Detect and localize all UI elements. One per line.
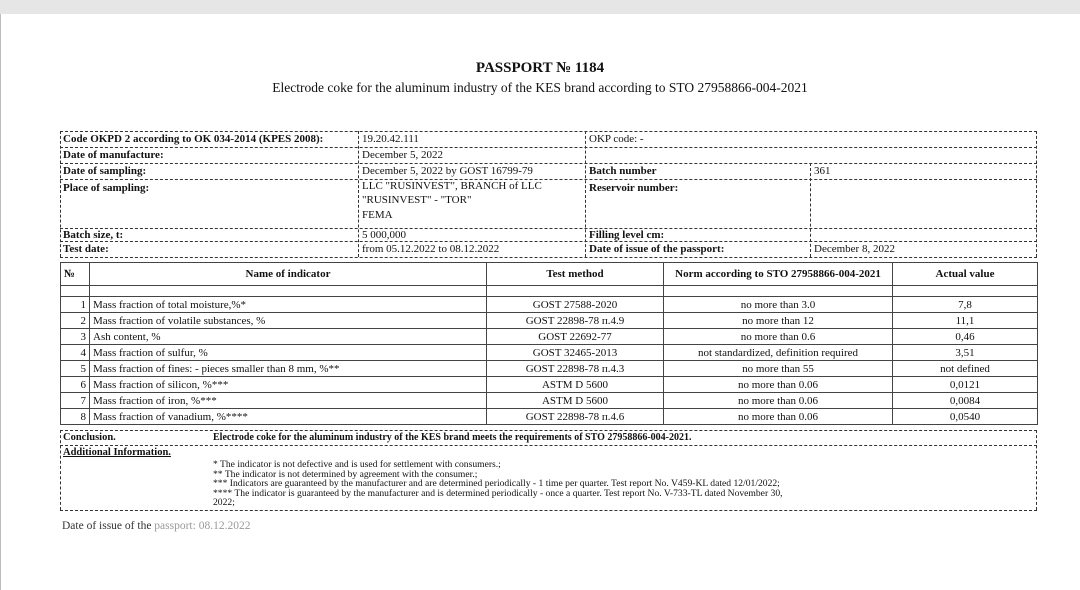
test-method: GOST 22898-78 п.4.9: [487, 313, 664, 329]
divider: [60, 257, 1037, 258]
filling-level-label: Filling level cm:: [589, 229, 665, 241]
norm: no more than 12: [664, 313, 893, 329]
footnote: *** Indicators are guaranteed by the manufacturer and are determined periodically - 1 time per quarter. Test report No. V459-KL dated 12/01/2022;: [213, 478, 780, 490]
actual-value: 0,0540: [893, 409, 1038, 425]
okp-code: OKP code: -: [589, 133, 644, 145]
column-header-norm: Norm according to STO 27958866-004-2021: [664, 263, 893, 286]
column-header-method: Test method: [487, 263, 664, 286]
footnote: * The indicator is not defective and is used for settlement with consumers.;: [213, 459, 501, 470]
test-date-value: from 05.12.2022 to 08.12.2022: [362, 243, 500, 255]
sampling-value: December 5, 2022 by GOST 16799-79: [362, 165, 533, 177]
issue-date-value: December 8, 2022: [814, 243, 895, 255]
table-row: [61, 313, 1038, 329]
test-method: GOST 22898-78 п.4.6: [487, 409, 664, 425]
batch-number-value: 361: [814, 165, 831, 177]
row-number: 4: [61, 345, 90, 361]
indicator-name: Mass fraction of iron, %***: [90, 393, 487, 409]
norm: no more than 0.6: [664, 329, 893, 345]
batch-number-label: Batch number: [589, 165, 657, 177]
place-value-line2: "RUSINVEST" - "TOR": [362, 194, 472, 206]
actual-value: 0,0121: [893, 377, 1038, 393]
divider: [60, 430, 61, 510]
divider: [60, 131, 61, 257]
norm: no more than 0.06: [664, 377, 893, 393]
footer-label-faint: passport:: [154, 520, 196, 532]
indicator-name: Mass fraction of fines: - pieces smaller than 8 mm, %**: [90, 361, 487, 377]
test-method: GOST 22898-78 п.4.3: [487, 361, 664, 377]
norm: no more than 0.06: [664, 393, 893, 409]
table-row: [61, 361, 1038, 377]
footer-label: Date of issue of the: [62, 520, 155, 532]
table-row: [61, 297, 1038, 313]
divider: [60, 228, 1037, 229]
divider: [60, 445, 1037, 446]
issue-date-footer: [62, 520, 250, 532]
footer-date: 08.12.2022: [198, 520, 251, 532]
indicator-name: Mass fraction of sulfur, %: [90, 345, 487, 361]
divider: [60, 179, 1037, 180]
norm: not standardized, definition required: [664, 345, 893, 361]
footnote: 2022;: [213, 497, 235, 509]
table-row: [61, 377, 1038, 393]
divider: [60, 147, 1037, 148]
test-method: ASTM D 5600: [487, 393, 664, 409]
row-number: 7: [61, 393, 90, 409]
footnote: **** The indicator is guaranteed by the manufacturer and is determined periodically - once a quarter. Test report No. V-733-TL dated November 30,: [213, 487, 783, 499]
conclusion-label: Conclusion.: [63, 432, 116, 443]
place-value-line1: LLC "RUSINVEST", BRANCH of LLC: [362, 180, 542, 192]
norm: no more than 0.06: [664, 409, 893, 425]
batch-size-label: Batch size, t:: [63, 229, 124, 241]
row-number: 1: [61, 297, 90, 313]
row-number: 2: [61, 313, 90, 329]
okpd-label: Code OKPD 2 according to OK 034-2014 (KPES 2008):: [63, 133, 324, 145]
additional-info-label: Additional Information.: [63, 447, 171, 458]
test-method: GOST 22692-77: [487, 329, 664, 345]
page-edge: [0, 14, 1, 590]
sampling-label: Date of sampling:: [63, 165, 147, 177]
actual-value: 3,51: [893, 345, 1038, 361]
divider: [60, 430, 1037, 431]
okpd-value: 19.20.42.111: [362, 133, 419, 145]
actual-value: 7,8: [893, 297, 1038, 313]
manufacture-label: Date of manufacture:: [63, 149, 164, 161]
issue-date-label: Date of issue of the passport:: [589, 243, 725, 255]
manufacture-value: December 5, 2022: [362, 149, 443, 161]
indicator-name: Mass fraction of silicon, %***: [90, 377, 487, 393]
test-method: GOST 27588-2020: [487, 297, 664, 313]
actual-value: 0,46: [893, 329, 1038, 345]
footnotes: [213, 460, 783, 508]
divider: [810, 163, 811, 257]
divider: [585, 131, 586, 257]
divider: [60, 131, 1037, 132]
test-method: ASTM D 5600: [487, 377, 664, 393]
row-number: 3: [61, 329, 90, 345]
norm: no more than 55: [664, 361, 893, 377]
divider: [60, 241, 1037, 242]
column-header-number: №: [61, 263, 90, 286]
table-row: [61, 345, 1038, 361]
footnote: ** The indicator is not determined by agreement with the consumer.;: [213, 468, 478, 480]
place-value-line3: FEMA: [362, 209, 393, 221]
conclusion-text: Electrode coke for the aluminum industry of the KES brand meets the requirements of STO 27958866-004-2021.: [213, 432, 692, 443]
page-subtitle: Electrode coke for the aluminum industry of the KES brand according to STO 27958866-004-2021: [272, 80, 808, 95]
actual-value: 0,0084: [893, 393, 1038, 409]
norm: no more than 3.0: [664, 297, 893, 313]
table-row: [61, 329, 1038, 345]
page-title: PASSPORT № 1184: [475, 60, 605, 76]
divider: [60, 163, 1037, 164]
actual-value: 11,1: [893, 313, 1038, 329]
indicator-name: Mass fraction of vanadium, %****: [90, 409, 487, 425]
table-spacer: [61, 286, 1038, 297]
divider: [1036, 430, 1037, 510]
indicator-name: Ash content, %: [90, 329, 487, 345]
indicator-name: Mass fraction of total moisture,%*: [90, 297, 487, 313]
divider: [1036, 131, 1037, 257]
table-header-row: [61, 263, 1038, 286]
actual-value: not defined: [893, 361, 1038, 377]
column-header-name: Name of indicator: [90, 263, 487, 286]
divider: [60, 510, 1037, 511]
test-method: GOST 32465-2013: [487, 345, 664, 361]
indicator-name: Mass fraction of volatile substances, %: [90, 313, 487, 329]
column-header-value: Actual value: [893, 263, 1038, 286]
test-date-label: Test date:: [63, 243, 109, 255]
divider: [358, 131, 359, 257]
row-number: 6: [61, 377, 90, 393]
place-label: Place of sampling:: [63, 182, 150, 194]
table-row: [61, 393, 1038, 409]
top-bar: [0, 0, 1080, 14]
table-row: [61, 409, 1038, 425]
batch-size-value: 5 000,000: [362, 229, 406, 241]
indicators-table: [60, 262, 1038, 425]
row-number: 5: [61, 361, 90, 377]
reservoir-label: Reservoir number:: [589, 182, 679, 194]
row-number: 8: [61, 409, 90, 425]
